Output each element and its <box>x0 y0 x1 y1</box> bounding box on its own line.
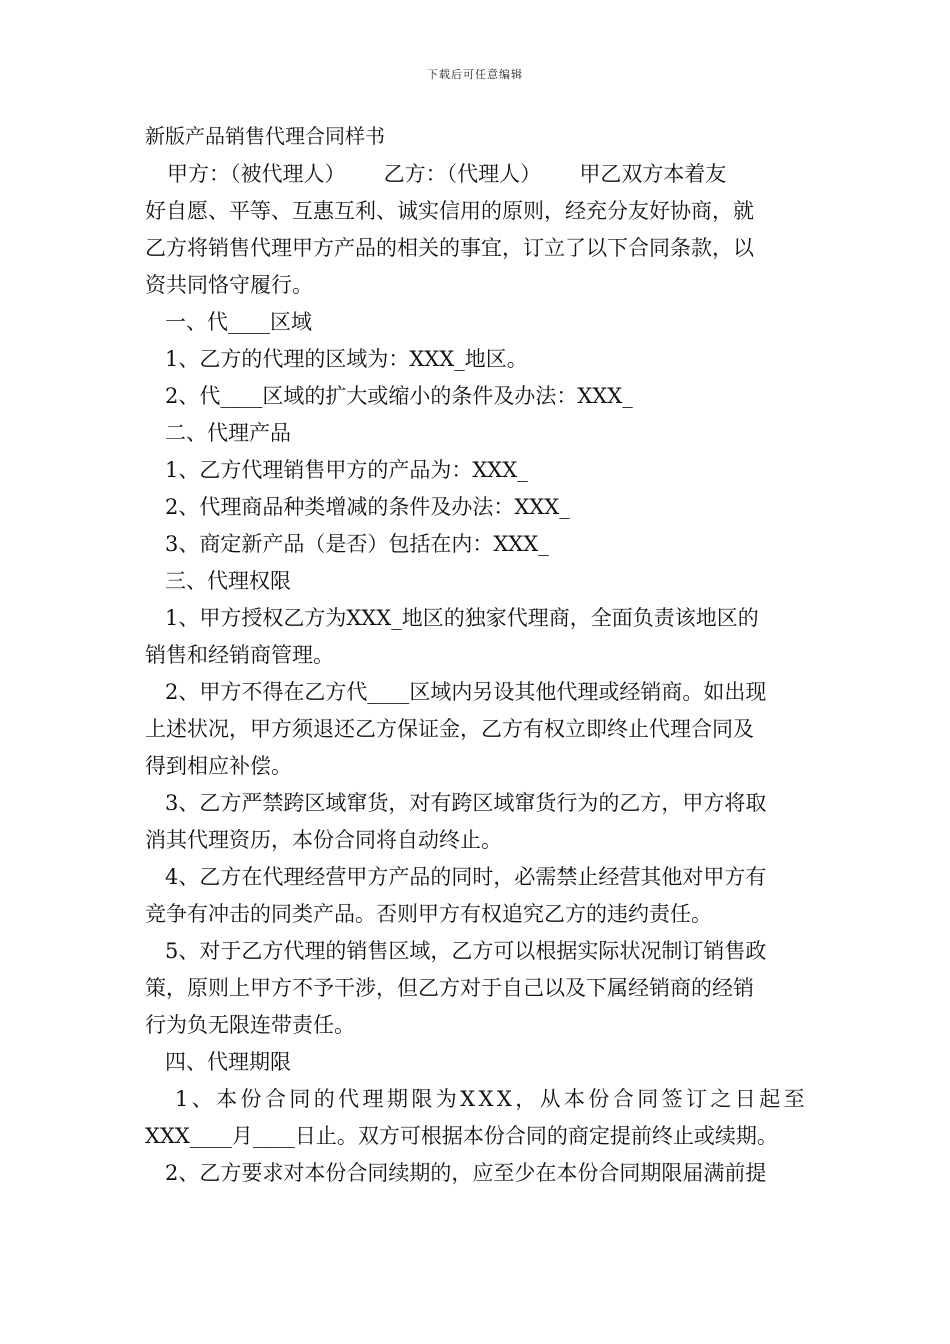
clause-line: 1、乙方的代理的区域为：XXX_地区。 <box>165 347 528 371</box>
clause-line: 策，原则上甲方不予干涉，但乙方对于自己以及下属经销商的经销 <box>145 976 754 1000</box>
clause-line: 1、乙方代理销售甲方的产品为：XXX_ <box>165 458 528 482</box>
clause-line: 消其代理资历，本份合同将自动终止。 <box>145 828 502 852</box>
clause-line: 3、乙方严禁跨区域窜货，对有跨区域窜货行为的乙方，甲方将取 <box>165 791 767 815</box>
clause-line: 竞争有冲击的同类产品。否则甲方有权追究乙方的违约责任。 <box>145 902 712 926</box>
paragraph-line: 好自愿、平等、互惠互利、诚实信用的原则，经充分友好协商，就 <box>145 199 754 223</box>
clause-line: 2、代____区域的扩大或缩小的条件及办法：XXX_ <box>165 384 633 408</box>
clause-line: 1、甲方授权乙方为XXX_地区的独家代理商，全面负责该地区的 <box>165 606 759 630</box>
document-body <box>145 118 813 1192</box>
section-heading: 三、代理权限 <box>165 569 291 593</box>
clause-line: 行为负无限连带责任。 <box>145 1013 355 1037</box>
clause-line: 2、甲方不得在乙方代____区域内另设其他代理或经销商。如出现 <box>165 680 767 704</box>
section-heading: 一、代____区域 <box>165 310 312 334</box>
clause-line: 5、对于乙方代理的销售区域，乙方可以根据实际状况制订销售政 <box>165 939 767 963</box>
section-heading: 四、代理期限 <box>165 1050 291 1074</box>
clause-line: 得到相应补偿。 <box>145 754 292 778</box>
clause-line: 3、商定新产品（是否）包括在内：XXX_ <box>165 532 549 556</box>
clause-line: 2、乙方要求对本份合同续期的，应至少在本份合同期限届满前提 <box>165 1161 767 1185</box>
clause-line: 销售和经销商管理。 <box>145 643 334 667</box>
clause-line: 2、代理商品种类增减的条件及办法：XXX_ <box>165 495 570 519</box>
section-heading: 二、代理产品 <box>165 421 291 445</box>
clause-line: 上述状况，甲方须退还乙方保证金，乙方有权立即终止代理合同及 <box>145 717 754 741</box>
paragraph-line: 资共同恪守履行。 <box>145 273 313 297</box>
header-note: 下载后可任意编辑 <box>427 68 523 81</box>
document-title: 新版产品销售代理合同样书 <box>145 124 385 148</box>
clause-line: 4、乙方在代理经营甲方产品的同时，必需禁止经营其他对甲方有 <box>165 865 767 889</box>
paragraph-line: 甲方：（被代理人） 乙方：（代理人） 甲乙双方本着友 <box>167 162 727 186</box>
clause-line: XXX____月____日止。双方可根据本份合同的商定提前终止或续期。 <box>145 1124 778 1148</box>
paragraph-line: 乙方将销售代理甲方产品的相关的事宜，订立了以下合同条款，以 <box>145 236 754 260</box>
clause-line: 1、本份合同的代理期限为XXX，从本份合同签订之日起至 <box>175 1087 809 1111</box>
